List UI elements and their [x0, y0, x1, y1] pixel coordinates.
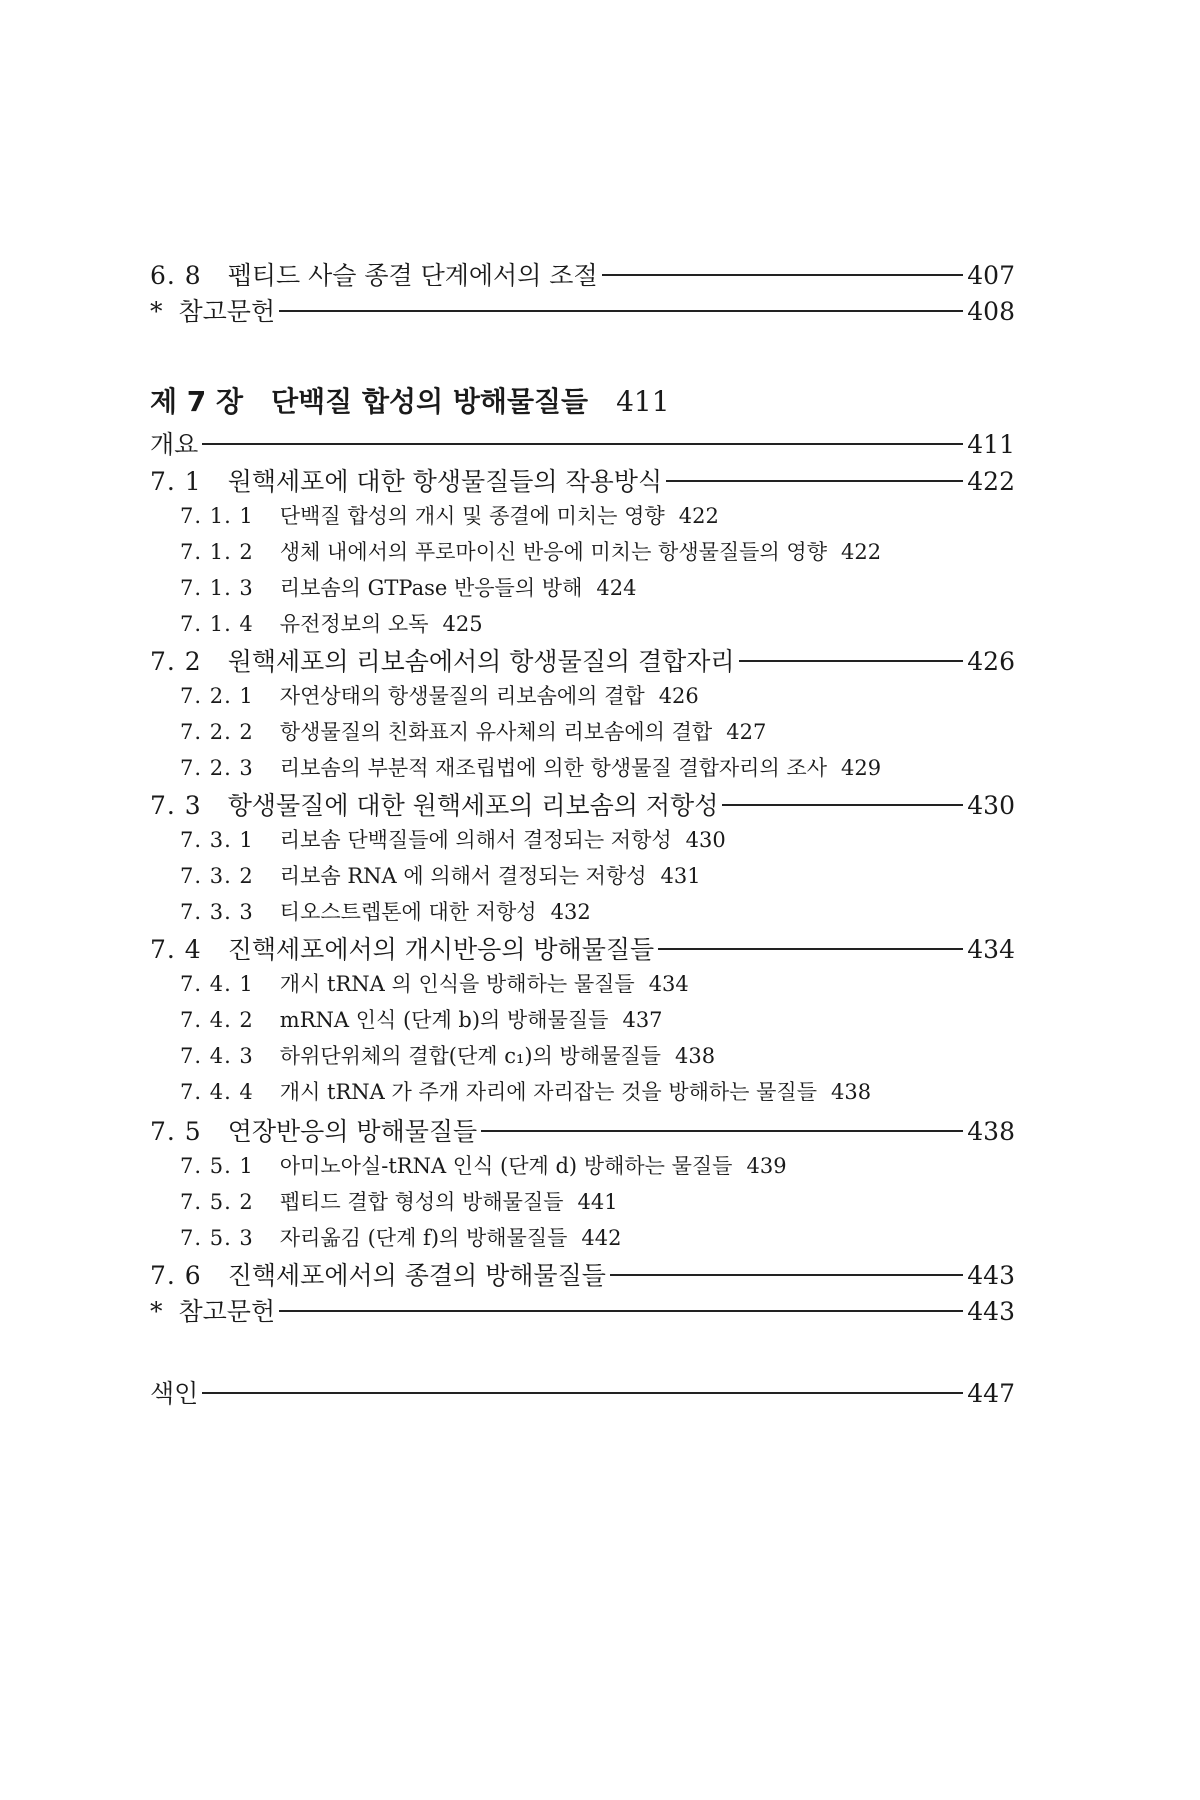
toc-entry-subsection — [0, 608, 1200, 638]
references-title: 참고문헌 — [178, 1297, 276, 1326]
chapter-page: 411 — [616, 385, 670, 418]
chapter-label: 제 7 장 — [150, 385, 244, 418]
toc-entry-section — [0, 786, 1200, 822]
toc-entry-subsection — [0, 824, 1200, 854]
leader-line — [202, 443, 963, 445]
subsection-title: 리보솜 단백질들에 의해서 결정되는 저항성 — [279, 828, 672, 852]
toc-entry-subsection — [0, 752, 1200, 782]
page-number: 407 — [967, 261, 1015, 290]
section-number: 7. 3 — [150, 791, 202, 820]
page-number: 426 — [658, 684, 699, 708]
section-title: 펩티드 사슬 종결 단계에서의 조절 — [227, 261, 598, 290]
leader-line — [722, 804, 963, 806]
toc-entry-section — [0, 1112, 1200, 1148]
leader-line — [666, 480, 963, 482]
toc-entry-subsection — [0, 1040, 1200, 1070]
leader-line — [202, 1392, 963, 1394]
subsection-title: mRNA 인식 (단계 b)의 방해물질들 — [279, 1008, 609, 1032]
page-number: 422 — [678, 504, 719, 528]
subsection-title: 유전정보의 오독 — [279, 612, 429, 636]
page-number: 438 — [967, 1117, 1015, 1146]
section-title: 원핵세포의 리보솜에서의 항생물질의 결합자리 — [227, 647, 735, 676]
leader-line — [279, 1310, 963, 1312]
page-number: 437 — [622, 1008, 663, 1032]
overview-title: 개요 — [150, 430, 199, 459]
leader-line — [610, 1274, 963, 1276]
subsection-title: 개시 tRNA 가 주개 자리에 자리잡는 것을 방해하는 물질들 — [279, 1080, 817, 1104]
asterisk-marker: * — [150, 1297, 163, 1326]
toc-entry-references — [0, 292, 1200, 328]
page-number: 430 — [685, 828, 726, 852]
subsection-number: 7. 4. 3 — [180, 1044, 254, 1068]
subsection-number: 7. 3. 3 — [180, 900, 254, 924]
leader-line — [739, 660, 964, 662]
toc-entry-subsection — [0, 1186, 1200, 1216]
toc-entry-subsection — [0, 896, 1200, 926]
section-title: 원핵세포에 대한 항생물질들의 작용방식 — [227, 467, 663, 496]
subsection-number: 7. 1. 2 — [180, 540, 254, 564]
subsection-number: 7. 3. 1 — [180, 828, 254, 852]
page-number: 447 — [967, 1379, 1015, 1408]
page-number: 438 — [831, 1080, 872, 1104]
subsection-title: 생체 내에서의 푸로마이신 반응에 미치는 항생물질들의 영향 — [279, 540, 827, 564]
subsection-title: 펩티드 결합 형성의 방해물질들 — [279, 1190, 564, 1214]
page-number: 430 — [967, 791, 1015, 820]
section-title: 항생물질에 대한 원핵세포의 리보솜의 저항성 — [227, 791, 719, 820]
subsection-title: 리보솜의 부분적 재조립법에 의한 항생물질 결합자리의 조사 — [279, 756, 827, 780]
subsection-title: 자리옮김 (단계 f)의 방해물질들 — [279, 1226, 568, 1250]
leader-line — [602, 274, 964, 276]
toc-entry-overview — [0, 425, 1200, 461]
subsection-title: 리보솜의 GTPase 반응들의 방해 — [279, 576, 583, 600]
page-number: 422 — [967, 467, 1015, 496]
leader-line — [481, 1130, 963, 1132]
toc-entry-section — [0, 642, 1200, 678]
section-number: 6. 8 — [150, 261, 202, 290]
page-number: 411 — [967, 430, 1015, 459]
toc-entry-subsection — [0, 500, 1200, 530]
subsection-number: 7. 1. 1 — [180, 504, 254, 528]
section-number: 7. 5 — [150, 1117, 202, 1146]
subsection-number: 7. 5. 2 — [180, 1190, 254, 1214]
section-title: 진핵세포에서의 개시반응의 방해물질들 — [227, 935, 655, 964]
subsection-number: 7. 3. 2 — [180, 864, 254, 888]
page-number: 425 — [442, 612, 483, 636]
subsection-title: 항생물질의 친화표지 유사체의 리보솜에의 결합 — [279, 720, 713, 744]
subsection-title: 아미노아실-tRNA 인식 (단계 d) 방해하는 물질들 — [279, 1154, 733, 1178]
section-title: 연장반응의 방해물질들 — [227, 1117, 478, 1146]
page-number: 434 — [967, 935, 1015, 964]
page-number: 427 — [726, 720, 767, 744]
subsection-title: 하위단위체의 결합(단계 c₁)의 방해물질들 — [279, 1044, 661, 1068]
toc-entry-subsection — [0, 1004, 1200, 1034]
subsection-number: 7. 2. 1 — [180, 684, 254, 708]
section-number: 7. 6 — [150, 1261, 202, 1290]
subsection-number: 7. 4. 2 — [180, 1008, 254, 1032]
toc-entry-subsection — [0, 968, 1200, 998]
subsection-number: 7. 4. 4 — [180, 1080, 254, 1104]
toc-entry-index — [0, 1374, 1200, 1410]
subsection-title: 티오스트렙톤에 대한 저항성 — [279, 900, 537, 924]
page-number: 431 — [660, 864, 701, 888]
subsection-title: 자연상태의 항생물질의 리보솜에의 결합 — [279, 684, 645, 708]
subsection-number: 7. 1. 3 — [180, 576, 254, 600]
toc-entry-section — [0, 256, 1200, 292]
leader-line — [658, 948, 963, 950]
subsection-title: 단백질 합성의 개시 및 종결에 미치는 영향 — [279, 504, 665, 528]
section-number: 7. 4 — [150, 935, 202, 964]
page-number: 443 — [967, 1261, 1015, 1290]
subsection-number: 7. 2. 3 — [180, 756, 254, 780]
subsection-number: 7. 5. 3 — [180, 1226, 254, 1250]
toc-entry-subsection — [0, 1222, 1200, 1252]
section-number: 7. 2 — [150, 647, 202, 676]
page-number: 434 — [648, 972, 689, 996]
page-number: 426 — [967, 647, 1015, 676]
toc-entry-subsection — [0, 1150, 1200, 1180]
page-number: 408 — [967, 297, 1015, 326]
toc-entry-references — [0, 1292, 1200, 1328]
index-title: 색인 — [150, 1379, 199, 1408]
page-number: 438 — [674, 1044, 716, 1068]
page-number: 441 — [577, 1190, 618, 1214]
subsection-number: 7. 1. 4 — [180, 612, 254, 636]
toc-entry-section — [0, 1256, 1200, 1292]
section-title: 진핵세포에서의 종결의 방해물질들 — [227, 1261, 606, 1290]
toc-entry-section — [0, 930, 1200, 966]
toc-entry-section — [0, 462, 1200, 498]
chapter-heading — [0, 380, 1200, 420]
page-number: 424 — [596, 576, 637, 600]
subsection-title: 리보솜 RNA 에 의해서 결정되는 저항성 — [279, 864, 647, 888]
subsection-title: 개시 tRNA 의 인식을 방해하는 물질들 — [279, 972, 635, 996]
references-title: 참고문헌 — [178, 297, 276, 326]
toc-entry-subsection — [0, 536, 1200, 566]
page-number: 432 — [550, 900, 591, 924]
page-number: 429 — [841, 756, 882, 780]
toc-entry-subsection — [0, 572, 1200, 602]
page-number: 442 — [581, 1226, 622, 1250]
page-number: 422 — [841, 540, 882, 564]
section-number: 7. 1 — [150, 467, 202, 496]
subsection-number: 7. 5. 1 — [180, 1154, 254, 1178]
chapter-title: 단백질 합성의 방해물질들 — [271, 385, 589, 418]
toc-entry-subsection — [0, 716, 1200, 746]
page-number: 443 — [967, 1297, 1015, 1326]
subsection-number: 7. 2. 2 — [180, 720, 254, 744]
leader-line — [279, 310, 963, 312]
page-number: 439 — [746, 1154, 787, 1178]
subsection-number: 7. 4. 1 — [180, 972, 254, 996]
asterisk-marker: * — [150, 297, 163, 326]
toc-entry-subsection — [0, 680, 1200, 710]
toc-entry-subsection — [0, 1076, 1200, 1106]
toc-entry-subsection — [0, 860, 1200, 890]
